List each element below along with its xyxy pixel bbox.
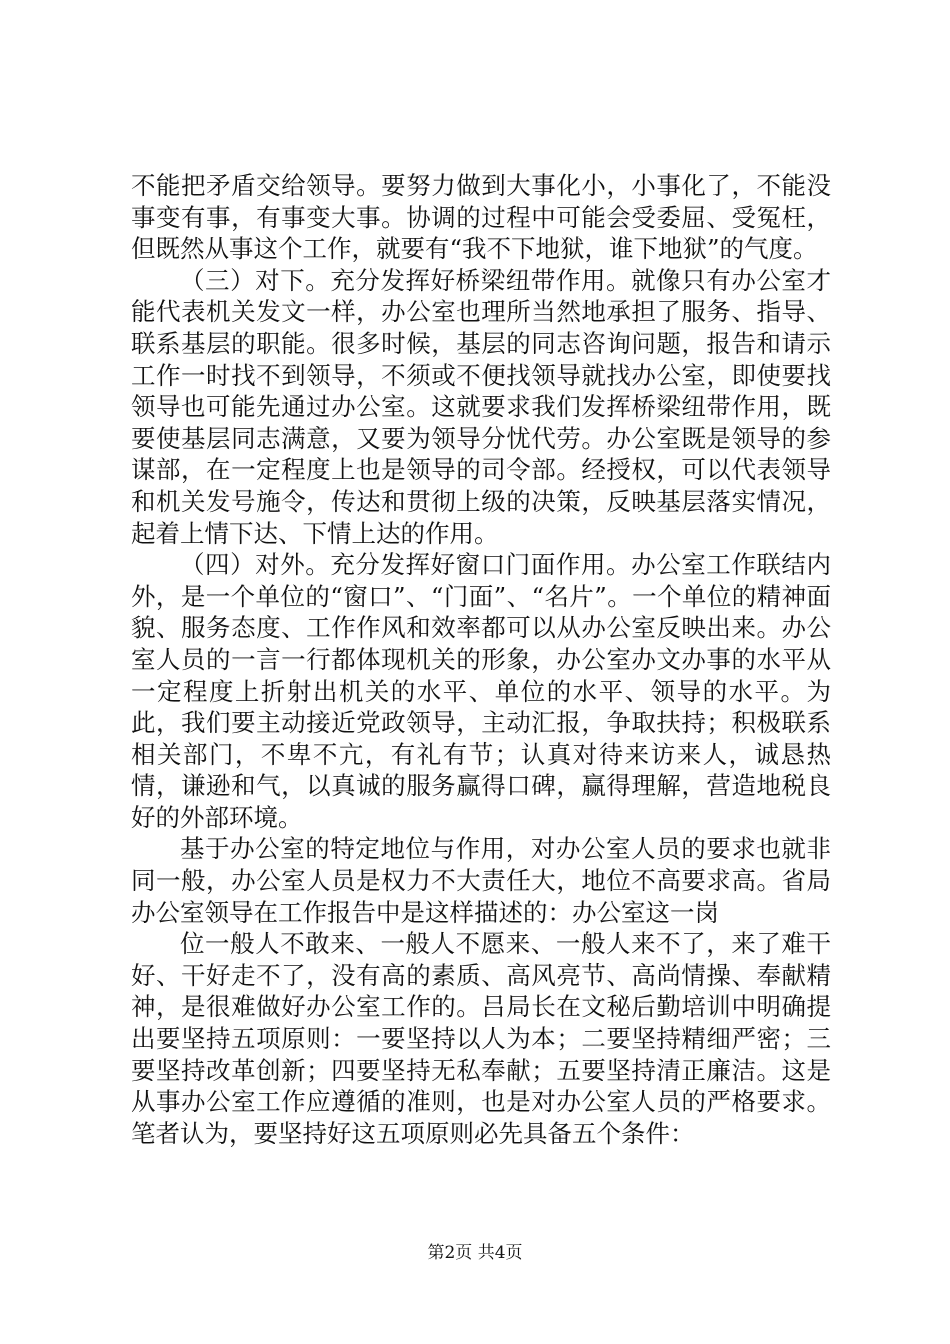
paragraph-4: 基于办公室的特定地位与作用，对办公室人员的要求也就非同一般，办公室人员是权力不大责任大，地位不高要求高。省局办公室领导在工作报告中是这样描述的：办公室这一岗 bbox=[131, 834, 831, 927]
paragraph-3: （四）对外。充分发挥好窗口门面作用。办公室工作联结内外，是一个单位的“窗口”、“门面”、“名片”。一个单位的精神面貌、服务态度、工作作风和效率都可以从办公室反映出来。办公室人员的一言一行都体现机关的形象，办公室办文办事的水平从一定程度上折射出机关的水平、单位的水平、领导的水平。为此，我们要主动接近党政领导，主动汇报，争取扶持；积极联系相关部门，不卑不亢，有礼有节；认真对待来访来人，诚恳热情，谦逊和气，以真诚的服务赢得口碑，赢得理解，营造地税良好的外部环境。 bbox=[131, 550, 831, 832]
paragraph-1: 不能把矛盾交给领导。要努力做到大事化小，小事化了，不能没事变有事，有事变大事。协调的过程中可能会受委屈、受冤枉，但既然从事这个工作，就要有“我不下地狱，谁下地狱”的气度。 bbox=[131, 171, 831, 264]
paragraph-2: （三）对下。充分发挥好桥梁纽带作用。就像只有办公室才能代表机关发文一样，办公室也理所当然地承担了服务、指导、联系基层的职能。很多时候，基层的同志咨询问题，报告和请示工作一时找不到领导，不须或不便找领导就找办公室，即使要找领导也可能先通过办公室。这就要求我们发挥桥梁纽带作用，既要使基层同志满意，又要为领导分忧代劳。办公室既是领导的参谋部，在一定程度上也是领导的司令部。经授权，可以代表领导和机关发号施令，传达和贯彻上级的决策，反映基层落实情况，起着上情下达、下情上达的作用。 bbox=[131, 265, 831, 548]
page-footer: 第2页 共4页 bbox=[427, 1243, 523, 1263]
paragraph-5: 位一般人不敢来、一般人不愿来、一般人来不了，来了难干好、干好走不了，没有高的素质、高风亮节、高尚情操、奉献精神，是很难做好办公室工作的。吕局长在文秘后勤培训中明确提出要坚持五项原则：一要坚持以人为本；二要坚持精细严密；三要坚持改革创新；四要坚持无私奉献；五要坚持清正廉洁。这是从事办公室工作应遵循的准则，也是对办公室人员的严格要求。笔者认为，要坚持好这五项原则必先具备五个条件： bbox=[131, 929, 831, 1148]
body-text bbox=[131, 170, 831, 1149]
